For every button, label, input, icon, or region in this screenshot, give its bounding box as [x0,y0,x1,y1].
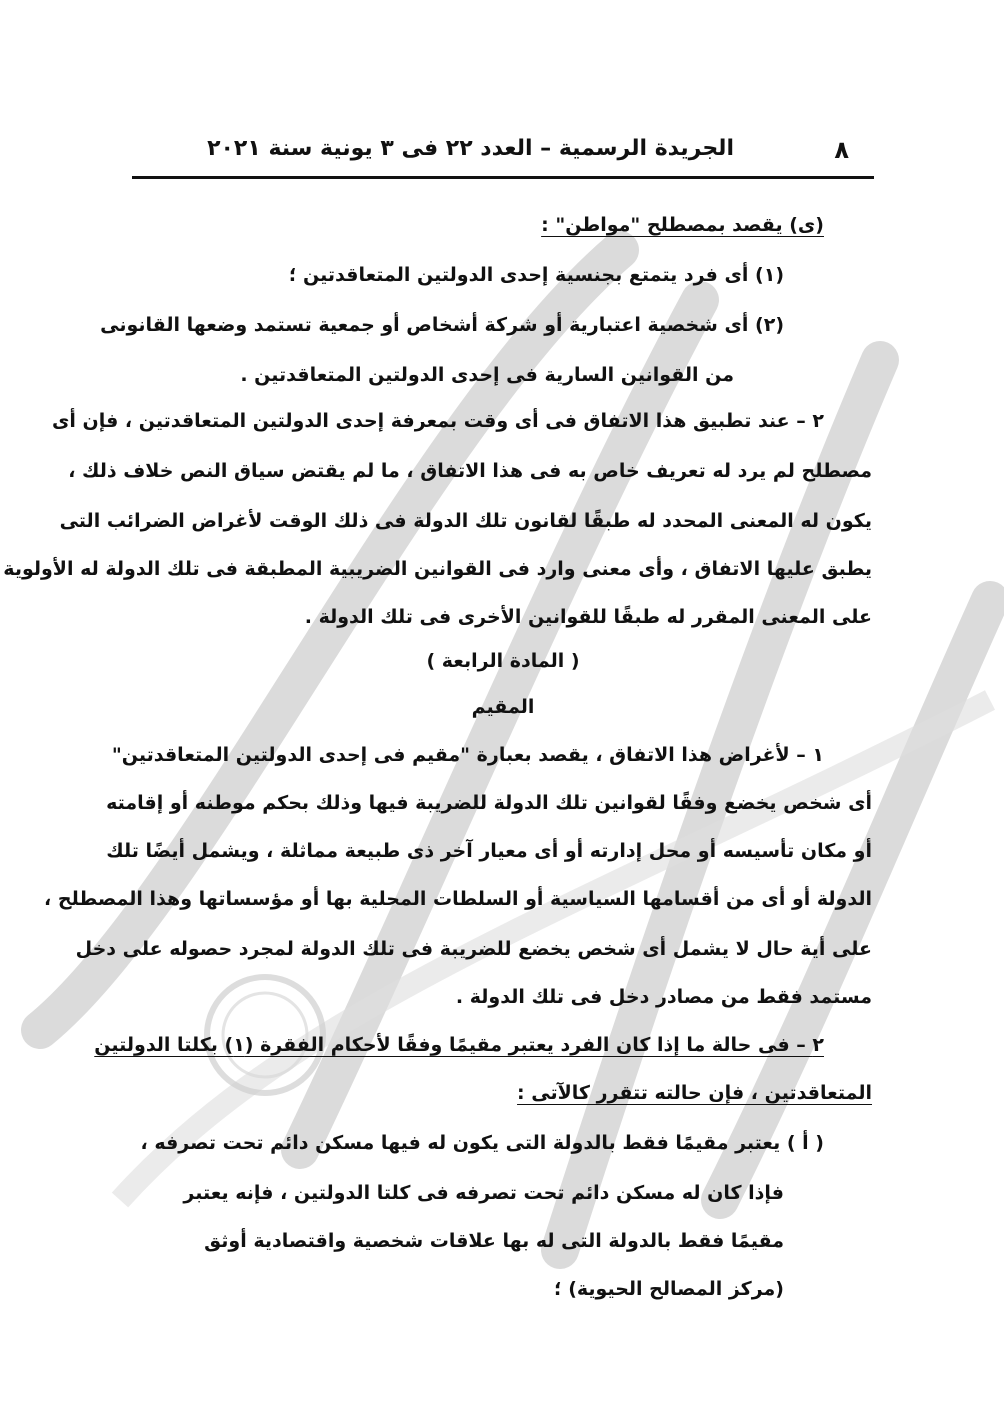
gazette-header: الجريدة الرسمية – العدد ٢٢ فى ٣ يونية سنة ٢٠٢١ [207,136,734,161]
definition-heading: (ى) يقصد بمصطلح "مواطن" : [541,214,824,236]
definition-subitem-2: (٢) أى شخصية اعتبارية أو شركة أشخاص أو جمعية تستمد وضعها القانونى [100,314,784,336]
definition-subitem-1: (١) أى فرد يتمتع بجنسية إحدى الدولتين المتعاقدتين ؛ [288,264,784,286]
paragraph-line: أو مكان تأسيسه أو محل إدارته أو أى معيار آخر ذى طبيعة مماثلة ، ويشمل أيضًا تلك [106,840,872,862]
paragraph-line: الدولة أو أى من أقسامها السياسية أو السلطات المحلية بها أو مؤسساتها وهذا المصطلح ، [44,888,872,910]
paragraph-line: ١ – لأغراض هذا الاتفاق ، يقصد بعبارة "مقيم فى إحدى الدولتين المتعاقدتين" [111,744,824,766]
page-number: ٨ [834,136,849,164]
paragraph-line: على المعنى المقرر له طبقًا للقوانين الأخرى فى تلك الدولة . [304,606,872,628]
paragraph-line: (مركز المصالح الحيوية) ؛ [554,1278,784,1300]
underlined-text: ٢ – فى حالة ما إذا كان الفرد يعتبر مقيمًا وفقًا لأحكام الفقرة (١) بكلتا الدولتين [94,1034,824,1056]
paragraph-line: يطبق عليها الاتفاق ، وأى معنى وارد فى القوانين الضريبية المطبقة فى تلك الدولة له الأولوية [3,558,872,580]
article-heading: ( المادة الرابعة ) [426,650,580,672]
paragraph-line: مقيمًا فقط بالدولة التى له بها علاقات شخصية واقتصادية أوثق [204,1230,784,1252]
header-divider [132,176,874,179]
paragraph-line [94,1032,824,1058]
paragraph-line: فإذا كان له مسكن دائم تحت تصرفه فى كلتا الدولتين ، فإنه يعتبر [183,1182,784,1204]
paragraph-line: ٢ – عند تطبيق هذا الاتفاق فى أى وقت بمعرفة إحدى الدولتين المتعاقدتين ، فإن أى [51,410,824,432]
paragraph-line: يكون له المعنى المحدد له طبقًا لقانون تلك الدولة فى ذلك الوقت لأغراض الضرائب التى [59,510,872,532]
definition-item [541,212,824,238]
clause-a: ( أ ) يعتبر مقيمًا فقط بالدولة التى يكون له فيها مسكن دائم تحت تصرفه ، [140,1132,824,1154]
underlined-text: المتعاقدتين ، فإن حالته تتقرر كالآتى : [517,1082,872,1104]
paragraph-line: أى شخص يخضع وفقًا لقوانين تلك الدولة للضريبة فيها وذلك بحكم موطنه أو إقامته [106,792,872,814]
paragraph-line: على أية حال لا يشمل أى شخص يخضع للضريبة فى تلك الدولة لمجرد حصوله على دخل [75,938,872,960]
paragraph-line: مصطلح لم يرد له تعريف خاص به فى هذا الاتفاق ، ما لم يقتض سياق النص خلاف ذلك ، [68,460,872,482]
article-title: المقيم [471,696,535,718]
paragraph-line: من القوانين السارية فى إحدى الدولتين المتعاقدتين . [240,364,734,386]
paragraph-line: مستمد فقط من مصادر دخل فى تلك الدولة . [455,986,872,1008]
paragraph-line [517,1080,872,1106]
